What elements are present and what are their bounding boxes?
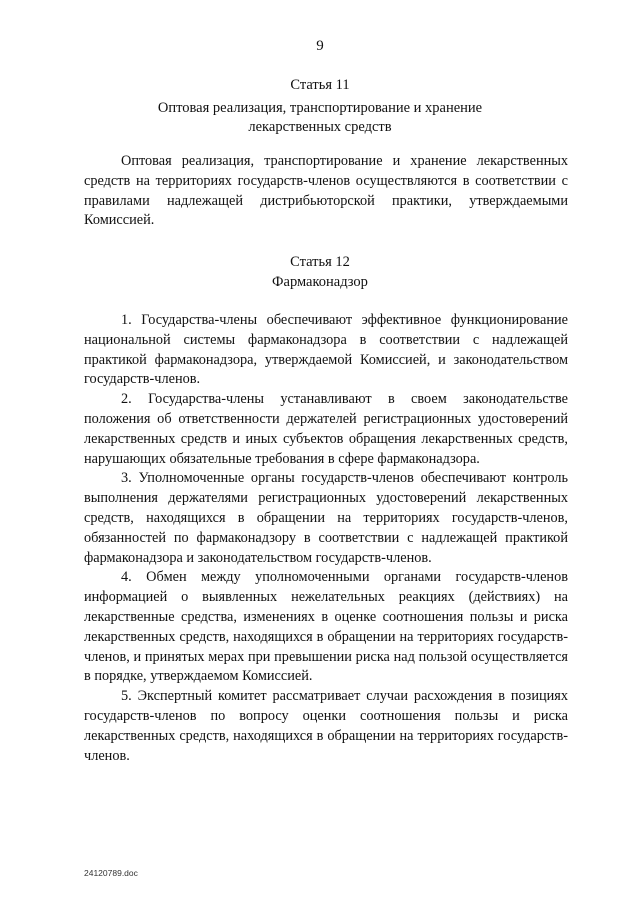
- article-12-paragraph-2: 2. Государства-члены устанавливают в своем законодательстве положения об ответственности держателей регистрационных удостоверений лекарственных средств и иных субъектов обращения лекарственных средств, нарушающих обязательные требования в сфере фармаконадзора.: [84, 391, 568, 467]
- article-11-number: Статья 11: [290, 77, 350, 93]
- article-12-paragraph-3: 3. Уполномоченные органы государств-членов обеспечивают контроль выполнения держателями регистрационных удостоверений лекарственных средств, находящихся в обращении на территориях государств-членов, обязанностей по фармаконадзору в соответствии с надлежащей практикой фармаконадзора и законодательством государств-членов.: [84, 470, 568, 566]
- article-12-body: [84, 311, 568, 766]
- article-12-title: Фармаконадзор: [272, 274, 368, 290]
- page-number: 9: [316, 38, 324, 54]
- article-12-paragraph-1: 1. Государства-члены обеспечивают эффективное функционирование национальной системы фармаконадзора в соответствии с надлежащей практикой фармаконадзора, утверждаемой Комиссией, и законодательством государств-членов.: [84, 312, 568, 388]
- footer-filename: 24120789.doc: [84, 868, 138, 878]
- article-12-paragraph-5: 5. Экспертный комитет рассматривает случаи расхождения в позициях государств-членов по вопросу оценки соотношения пользы и риска лекарственных средств, находящихся в обращении на территориях государств-членов.: [84, 688, 568, 764]
- article-11-body: [84, 152, 568, 231]
- article-12-number: Статья 12: [290, 254, 350, 270]
- article-11-paragraph: Оптовая реализация, транспортирование и хранение лекарственных средств на территориях государств-членов осуществляются в соответствии с правилами надлежащей дистрибьюторской практики, утверждаемыми Комиссией.: [84, 153, 568, 229]
- article-12-paragraph-4: 4. Обмен между уполномоченными органами государств-членов информацией о выявленных нежелательных реакциях (действиях) на лекарственные средства, изменениях в оценке соотношения пользы и риска лекарственных средств, находящихся в обращении на территориях государств-членов, и принятых мерах при превышении риска над пользой осуществляется в порядке, утверждаемом Комиссией.: [84, 569, 568, 685]
- article-11-title: Оптовая реализация, транспортирование и хранение лекарственных средств: [157, 100, 483, 135]
